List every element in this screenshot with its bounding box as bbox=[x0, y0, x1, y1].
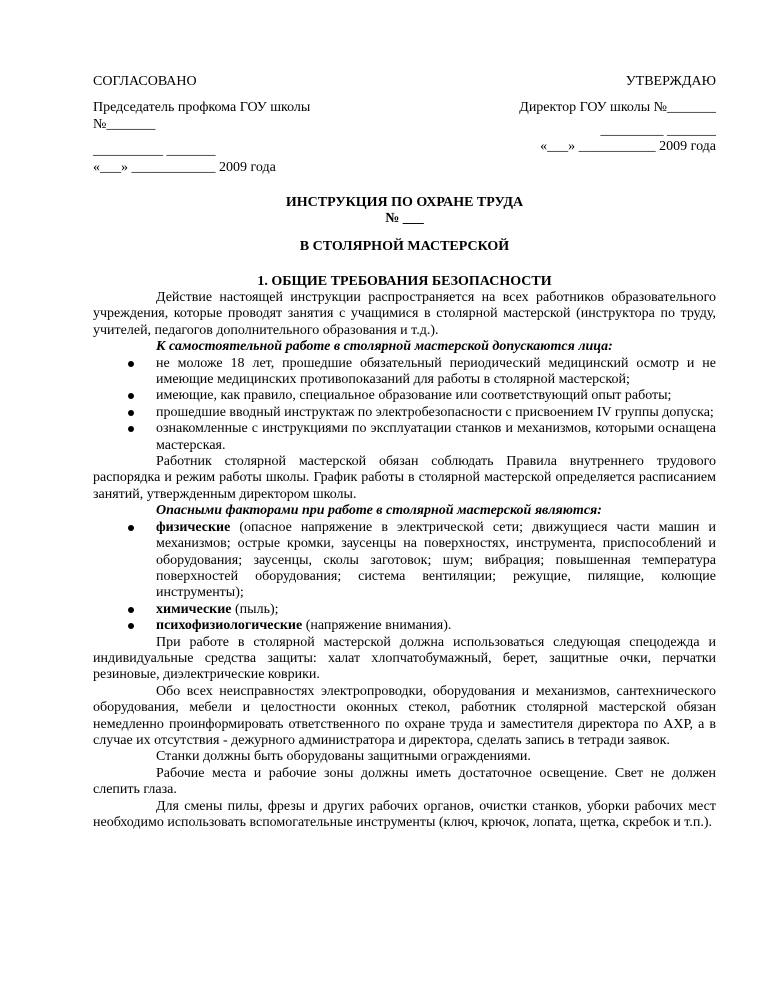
paragraph-aux-tools: Для смены пилы, фрезы и других рабочих органов, очистки станков, уборки рабочих мест необходимо использовать вспомогательные инструменты (ключ, крючок, лопата, щетка, скребок и т.п.). bbox=[93, 798, 716, 830]
agreed-position: Председатель профкома ГОУ школы bbox=[93, 100, 311, 116]
list-item: ознакомленные с инструкциями по эксплуатации станков и механизмов, которыми оснащена мастерская. bbox=[156, 421, 716, 454]
instruction-number: № ___ bbox=[385, 211, 424, 226]
agreed-date: «___» ____________ 2009 года bbox=[93, 159, 276, 175]
hazards-list bbox=[93, 520, 716, 635]
list-item: не моложе 18 лет, прошедшие обязательный периодический медицинский осмотр и не имеющие медицинских противопоказаний для работы в столярной мастерской; bbox=[156, 356, 716, 389]
list-item: физические (опасное напряжение в электрической сети; движущиеся части машин и механизмов; острые кромки, заусенцы на поверхностях, инструмента, приспособлений и оборудования; заусенцы, сколы заготовок; шум; вибрация; повышенная температура поверхностей оборудования; система вентиляции; режущие, пилящие, колющие инструменты); bbox=[156, 520, 716, 602]
document-body bbox=[93, 290, 716, 831]
paragraph-protective-equipment: При работе в столярной мастерской должна использоваться следующая спецодежда и индивидуальные средства защиты: халат хлопчатобумажный, берет, защитные очки, перчатки резиновые, диэлектрические коврики. bbox=[93, 634, 716, 683]
approved-signature: _________ _______ bbox=[600, 122, 716, 138]
list-item: психофизиологические (напряжение внимания). bbox=[156, 618, 716, 634]
approved-block bbox=[426, 74, 716, 156]
section-1-heading: 1. ОБЩИЕ ТРЕБОВАНИЯ БЕЗОПАСНОСТИ bbox=[257, 274, 552, 289]
instruction-place: В СТОЛЯРНОЙ МАСТЕРСКОЙ bbox=[299, 239, 510, 254]
bullet-icon bbox=[128, 607, 134, 613]
bullet-icon bbox=[128, 410, 134, 416]
paragraph-lighting: Рабочие места и рабочие зоны должны иметь достаточное освещение. Свет не должен слепить глаза. bbox=[93, 765, 716, 798]
agreed-signature: __________ _______ bbox=[93, 143, 216, 159]
agreed-block bbox=[93, 74, 373, 176]
admission-list bbox=[93, 356, 716, 454]
paragraph-schedule: Работник столярной мастерской обязан соблюдать Правила внутреннего трудового распорядка и режим работы школы. График работы в столярной мастерской определяется расписанием занятий, утвержденным директором школы. bbox=[93, 454, 716, 502]
list-item: химические (пыль); bbox=[156, 602, 716, 618]
approved-position: Директор ГОУ школы №_______ bbox=[519, 100, 716, 116]
bullet-icon bbox=[128, 361, 134, 367]
admission-heading: К самостоятельной работе в столярной мастерской допускаются лица: bbox=[156, 339, 613, 355]
paragraph-faults-reporting: Обо всех неисправностях электропроводки, оборудования и механизмов, сантехнического оборудования, мебели и целостности оконных стекол, работник столярной мастерской обязан немедленно проинформировать ответственного по охране труда и заместителя директора по АХР, а в случае их отсутствия - дежурного администратора и директора, сделать запись в тетради заявок. bbox=[93, 683, 716, 748]
list-item: имеющие, как правило, специальное образование или соответствующий опыт работы; bbox=[156, 388, 716, 404]
approved-label: УТВЕРЖДАЮ bbox=[625, 74, 716, 89]
bullet-icon bbox=[128, 393, 134, 399]
instruction-title: ИНСТРУКЦИЯ ПО ОХРАНЕ ТРУДА bbox=[285, 195, 524, 210]
hazards-heading: Опасными факторами при работе в столярной мастерской являются: bbox=[156, 503, 602, 519]
agreed-number: №_______ bbox=[93, 116, 156, 132]
list-item: прошедшие вводный инструктаж по электробезопасности с присвоением IV группы допуска; bbox=[156, 405, 716, 421]
bullet-icon bbox=[128, 426, 134, 432]
bullet-icon bbox=[128, 623, 134, 629]
paragraph-scope: Действие настоящей инструкции распространяется на всех работников образовательного учреждения, которые проводят занятия с учащимися в столярной мастерской (инструктора по труду, учителей, педагогов дополнительного образования и т.д.). bbox=[93, 290, 716, 338]
approved-date: «___» ___________ 2009 года bbox=[540, 139, 716, 155]
paragraph-machine-guards: Станки должны быть оборудованы защитными ограждениями. bbox=[156, 749, 531, 765]
bullet-icon bbox=[128, 525, 134, 531]
agreed-label: СОГЛАСОВАНО bbox=[93, 74, 197, 89]
